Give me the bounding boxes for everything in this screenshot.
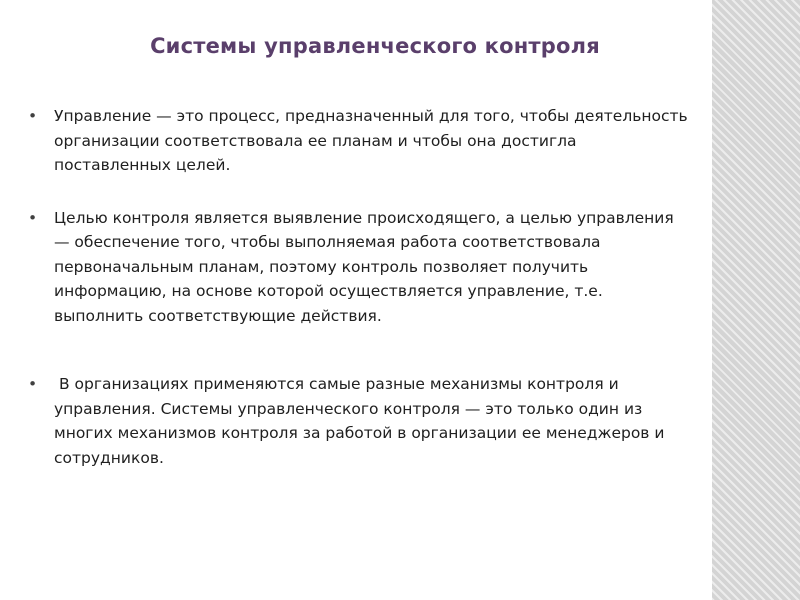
decorative-side-panel — [712, 0, 800, 600]
bullet-list — [28, 104, 688, 470]
bullet-item-definition — [28, 104, 688, 178]
slide-title: Системы управленческого контроля — [150, 34, 600, 58]
bullet-marker-icon: • — [28, 208, 38, 227]
bullet-marker-icon: • — [28, 107, 38, 125]
bullet-marker-icon: • — [28, 375, 38, 393]
bullet-text: Управление — это процесс, предназначенный для того, чтобы деятельность организации соответствовала ее планам и чтобы она достигла поставленных целей. — [54, 107, 688, 174]
bullet-text: В организациях применяются самые разные механизмы контроля и управления. Системы управленческого контроля — это только один из многих механизмов контроля за работой в организации ее менеджеров и сотрудников. — [54, 375, 670, 467]
bullet-item-control-goal — [28, 206, 688, 329]
bullet-item-mechanisms — [28, 372, 688, 470]
bullet-text: Целью контроля является выявление происходящего, а целью управления — обеспечение того, чтобы выполняемая работа соответствовала первоначальным планам, поэтому контроль позволяет получить информацию, на основе которой осуществляется управление, т.е. выполнить соответствующие действия. — [54, 208, 674, 325]
